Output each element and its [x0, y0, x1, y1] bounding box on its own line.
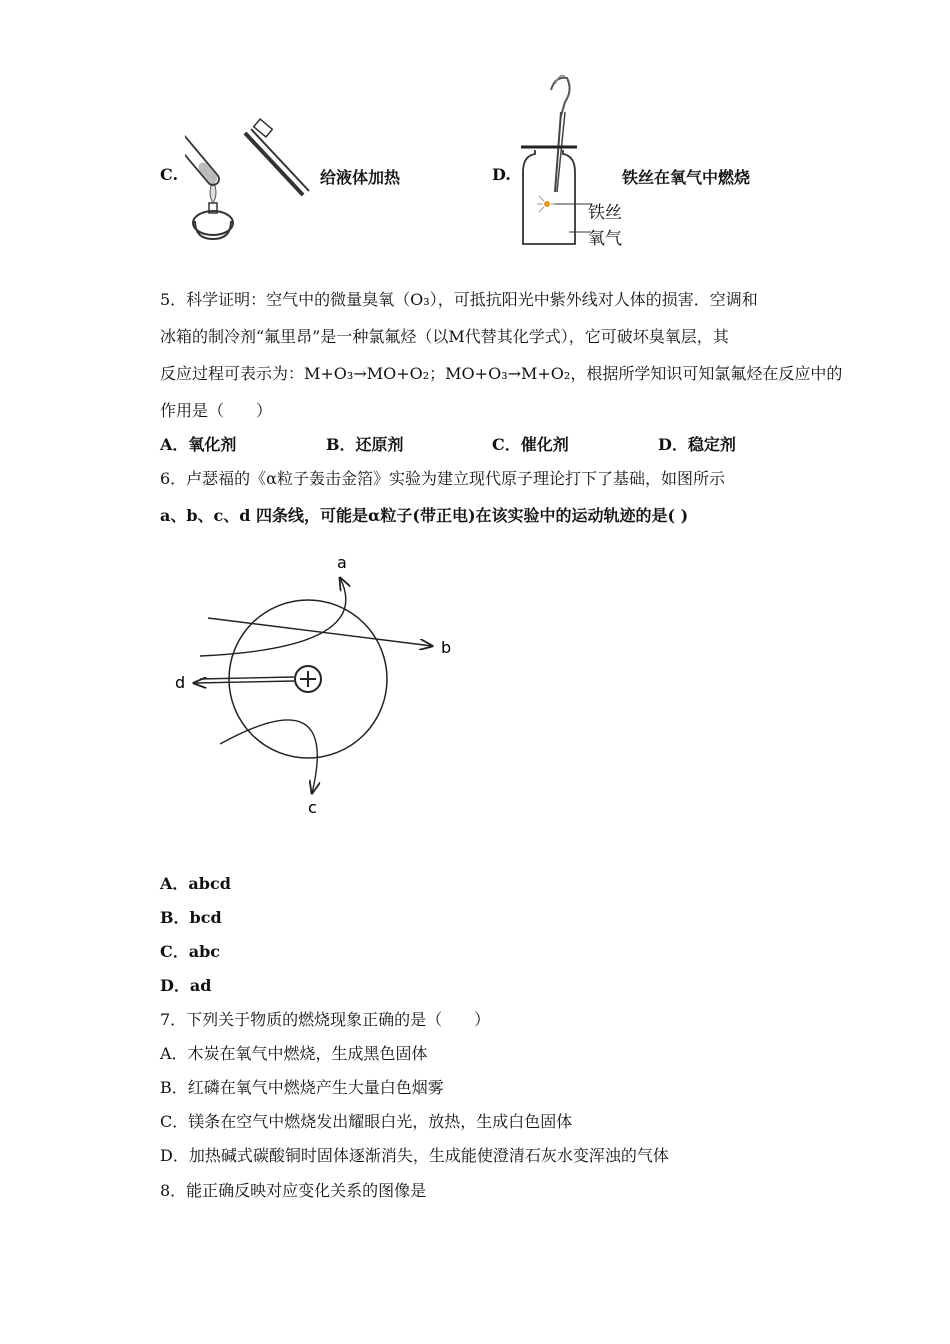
- track-c: [220, 720, 317, 793]
- q4-option-c-caption: 给液体加热: [320, 168, 401, 187]
- q7-option-c: C．镁条在空气中燃烧发出耀眼白光，放热，生成白色固体: [160, 1112, 573, 1131]
- label-b: b: [441, 638, 452, 657]
- q8-stem: 8．能正确反映对应变化关系的图像是: [160, 1181, 427, 1200]
- q5-stem-line-3: 反应过程可表示为：M+O₃→MO+O₂；MO+O₃→M+O₂，根据所学知识可知氯氟烃在反应中的: [160, 364, 843, 383]
- alpha-scattering-diagram: [160, 548, 470, 823]
- q6-option-d: D．ad: [160, 976, 212, 995]
- q5-stem-line-4: 作用是（ ）: [160, 401, 273, 420]
- q6-option-c: C．abc: [160, 942, 221, 961]
- q7-option-b: B．红磷在氧气中燃烧产生大量白色烟雾: [160, 1078, 444, 1097]
- track-a: [200, 578, 346, 656]
- q5-option-a: A．氧化剂: [160, 435, 237, 454]
- track-b: [208, 618, 432, 646]
- q6-stem-line-2: a、b、c、d 四条线，可能是α粒子(带正电)在该实验中的运动轨迹的是( ): [160, 506, 689, 525]
- q5-option-b: B．还原剂: [326, 435, 404, 454]
- q7-option-d: D．加热碱式碳酸铜时固体逐渐消失，生成能使澄清石灰水变浑浊的气体: [160, 1146, 669, 1165]
- q6-stem-line-1: 6．卢瑟福的《α粒子轰击金箔》实验为建立现代原子理论打下了基础，如图所示: [160, 469, 725, 488]
- q6-option-a: A．abcd: [160, 874, 231, 893]
- q4-option-d-caption: 铁丝在氧气中燃烧: [622, 168, 751, 187]
- q4-option-d-label: D.: [492, 165, 511, 184]
- label-iron-wire: 铁丝: [588, 203, 622, 223]
- iron-wire-oxygen-figure: [515, 72, 595, 250]
- q5-stem-line-2: 冰箱的制冷剂“氟里昂”是一种氯氟烃（以M代替其化学式），它可破坏臭氧层，其: [160, 327, 729, 346]
- q5-stem-line-1: 5．科学证明：空气中的微量臭氧（O₃），可抵抗阳光中紫外线对人体的损害．空调和: [160, 290, 758, 309]
- heating-liquid-figure: [185, 115, 315, 245]
- q4-option-c-label: C.: [160, 165, 179, 184]
- q5-option-c: C．催化剂: [492, 435, 569, 454]
- track-d: [194, 681, 294, 683]
- label-c: c: [308, 798, 317, 817]
- label-d: d: [175, 673, 186, 692]
- label-a: a: [337, 553, 347, 572]
- q7-option-a: A．木炭在氧气中燃烧，生成黑色固体: [160, 1044, 428, 1063]
- label-oxygen: 氧气: [588, 229, 622, 249]
- q7-stem: 7．下列关于物质的燃烧现象正确的是（ ）: [160, 1010, 491, 1029]
- q6-option-b: B．bcd: [160, 908, 222, 927]
- q5-option-d: D．稳定剂: [658, 435, 736, 454]
